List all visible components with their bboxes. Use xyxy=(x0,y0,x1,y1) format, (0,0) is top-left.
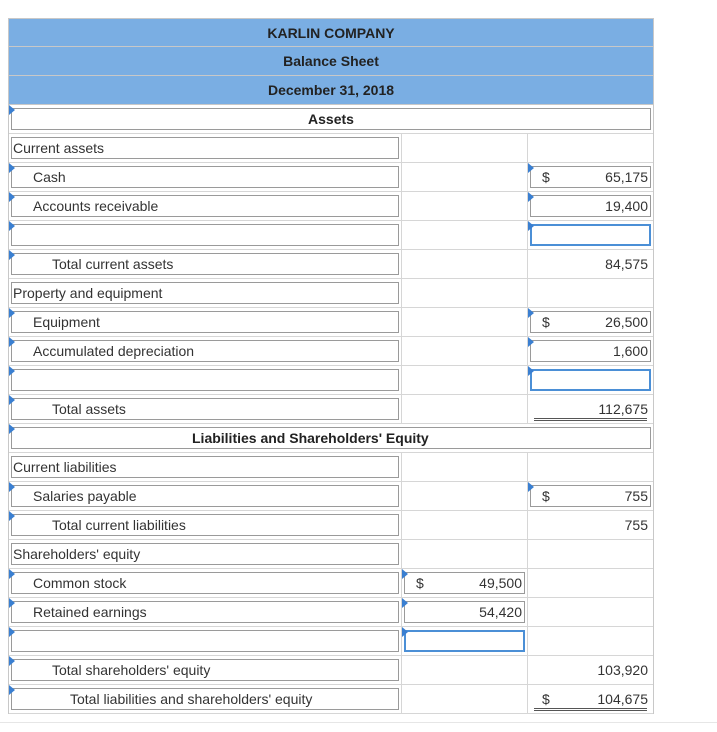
common-stock-value: 49,500 xyxy=(479,575,522,591)
cash-value: 65,175 xyxy=(605,169,648,185)
label-input[interactable] xyxy=(11,630,399,652)
liabilities-title-row xyxy=(8,424,654,453)
table-row xyxy=(8,685,654,714)
dropdown-marker-icon[interactable] xyxy=(9,250,15,260)
dropdown-marker-icon[interactable] xyxy=(528,192,534,202)
salaries-payable-label: Salaries payable xyxy=(33,488,137,504)
dropdown-marker-icon[interactable] xyxy=(528,337,534,347)
depreciation-value: 1,600 xyxy=(612,343,648,359)
dropdown-marker-icon[interactable] xyxy=(9,656,15,666)
dropdown-marker-icon[interactable] xyxy=(528,221,534,231)
dropdown-marker-icon[interactable] xyxy=(9,221,15,231)
dropdown-marker-icon[interactable] xyxy=(9,337,15,347)
dropdown-marker-icon[interactable] xyxy=(528,366,534,376)
total-equity-value: 103,920 xyxy=(597,662,648,678)
table-row xyxy=(8,482,654,511)
table-row xyxy=(8,163,654,192)
table-row xyxy=(8,598,654,627)
equipment-label: Equipment xyxy=(33,314,100,330)
table-row xyxy=(8,453,654,482)
dropdown-marker-icon[interactable] xyxy=(9,511,15,521)
retained-earnings-label: Retained earnings xyxy=(33,604,147,620)
table-row xyxy=(8,627,654,656)
dropdown-marker-icon[interactable] xyxy=(9,627,15,637)
table-row xyxy=(8,192,654,221)
grand-total-value: 104,675 xyxy=(597,691,648,707)
total-assets-value: 112,675 xyxy=(598,401,648,417)
assets-title: Assets xyxy=(308,111,354,127)
salaries-payable-value: 755 xyxy=(624,488,648,504)
total-current-assets-label: Total current assets xyxy=(52,256,174,272)
total-current-liabilities-value: 755 xyxy=(624,517,648,533)
table-row xyxy=(8,308,654,337)
retained-earnings-value: 54,420 xyxy=(479,604,522,620)
dropdown-marker-icon[interactable] xyxy=(9,308,15,318)
dropdown-marker-icon[interactable] xyxy=(9,685,15,695)
statement-date: December 31, 2018 xyxy=(8,76,654,105)
statement-title: Balance Sheet xyxy=(8,47,654,76)
liabilities-title: Liabilities and Shareholders' Equity xyxy=(192,430,429,446)
balance-sheet xyxy=(8,18,654,714)
dollar-sign: $ xyxy=(542,691,550,707)
label-input[interactable] xyxy=(11,224,399,246)
table-row xyxy=(8,656,654,685)
common-stock-label: Common stock xyxy=(33,575,127,591)
dollar-sign: $ xyxy=(542,488,550,504)
amount-input[interactable] xyxy=(530,369,651,391)
total-current-liabilities-label: Total current liabilities xyxy=(52,517,186,533)
double-underline xyxy=(534,418,647,421)
dropdown-marker-icon[interactable] xyxy=(9,569,15,579)
table-row xyxy=(8,366,654,395)
total-assets-label: Total assets xyxy=(52,401,126,417)
accounts-receivable-value: 19,400 xyxy=(605,198,648,214)
label-input[interactable] xyxy=(11,369,399,391)
dropdown-marker-icon[interactable] xyxy=(9,598,15,608)
dropdown-marker-icon[interactable] xyxy=(528,308,534,318)
dropdown-marker-icon[interactable] xyxy=(528,482,534,492)
dropdown-marker-icon[interactable] xyxy=(9,192,15,202)
dropdown-marker-icon[interactable] xyxy=(9,395,15,405)
amount-input[interactable] xyxy=(404,630,525,652)
dropdown-marker-icon[interactable] xyxy=(402,569,408,579)
dollar-sign: $ xyxy=(542,314,550,330)
dollar-sign: $ xyxy=(416,575,424,591)
current-liabilities-label: Current liabilities xyxy=(13,459,117,475)
dollar-sign: $ xyxy=(542,169,550,185)
table-row xyxy=(8,250,654,279)
dropdown-marker-icon[interactable] xyxy=(9,105,15,115)
dropdown-marker-icon[interactable] xyxy=(9,424,15,434)
dropdown-marker-icon[interactable] xyxy=(9,163,15,173)
property-label: Property and equipment xyxy=(13,285,163,301)
dropdown-marker-icon[interactable] xyxy=(528,163,534,173)
equity-label: Shareholders' equity xyxy=(13,546,141,562)
page-divider xyxy=(0,722,717,723)
double-underline xyxy=(534,708,647,711)
label-input[interactable] xyxy=(11,166,399,188)
table-row xyxy=(8,134,654,163)
table-row xyxy=(8,511,654,540)
table-row xyxy=(8,221,654,250)
cash-label: Cash xyxy=(33,169,66,185)
dropdown-marker-icon[interactable] xyxy=(9,482,15,492)
dropdown-marker-icon[interactable] xyxy=(402,627,408,637)
table-row xyxy=(8,395,654,424)
assets-title-row xyxy=(8,105,654,134)
dropdown-marker-icon[interactable] xyxy=(402,598,408,608)
dropdown-marker-icon[interactable] xyxy=(9,366,15,376)
grand-total-label: Total liabilities and shareholders' equity xyxy=(70,691,313,707)
table-row xyxy=(8,279,654,308)
company-name: KARLIN COMPANY xyxy=(8,18,654,47)
equipment-value: 26,500 xyxy=(605,314,648,330)
accounts-receivable-label: Accounts receivable xyxy=(33,198,159,214)
table-row xyxy=(8,569,654,598)
total-current-assets-value: 84,575 xyxy=(605,256,648,272)
table-row xyxy=(8,540,654,569)
amount-input[interactable] xyxy=(530,224,651,246)
total-equity-label: Total shareholders' equity xyxy=(52,662,211,678)
table-row xyxy=(8,337,654,366)
depreciation-label: Accumulated depreciation xyxy=(33,343,195,359)
current-assets-label: Current assets xyxy=(13,140,105,156)
